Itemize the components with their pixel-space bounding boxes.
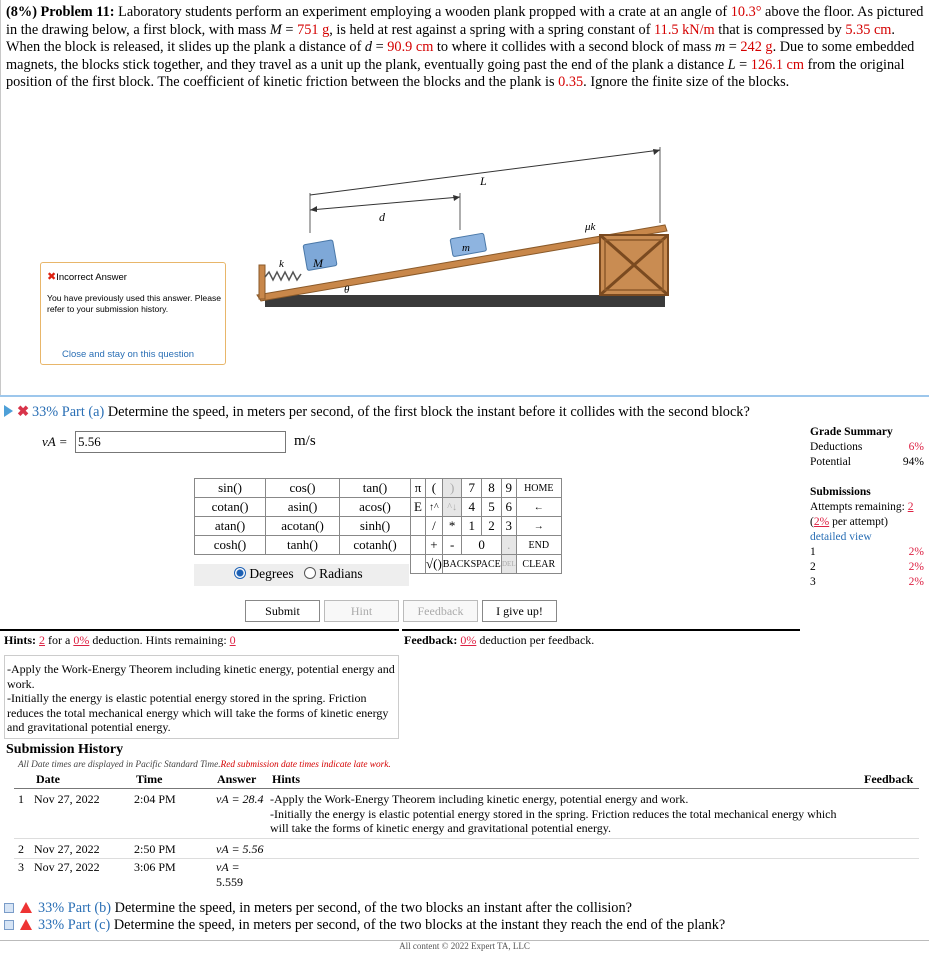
plank-diagram bbox=[255, 135, 675, 310]
incorrect-answer-popup bbox=[40, 262, 226, 365]
key-acos[interactable]: acos() bbox=[340, 498, 411, 517]
submission-history-title: Submission History bbox=[6, 742, 124, 757]
key-rparen[interactable]: ) bbox=[442, 479, 462, 498]
key-atan[interactable]: atan() bbox=[195, 517, 266, 536]
hints-box bbox=[4, 655, 399, 739]
label-d: d bbox=[379, 210, 385, 224]
key-asin[interactable]: asin() bbox=[266, 498, 340, 517]
radians-radio[interactable] bbox=[304, 567, 316, 579]
label-L: L bbox=[480, 174, 487, 188]
footer: All content © 2022 Expert TA, LLC bbox=[0, 940, 929, 953]
key-sin[interactable]: sin() bbox=[195, 479, 266, 498]
key-3[interactable]: 3 bbox=[501, 517, 516, 536]
label-theta: θ bbox=[344, 284, 350, 296]
degrees-radio[interactable] bbox=[234, 567, 246, 579]
col-hints: Hints bbox=[272, 772, 301, 786]
hints-summary: Hints: 2 for a 0% deduction. Hints remaining: 0 bbox=[4, 633, 236, 647]
col-date: Date bbox=[36, 772, 60, 786]
key-backspace[interactable]: BACKSPACE bbox=[442, 555, 501, 574]
key-1[interactable]: 1 bbox=[462, 517, 482, 536]
key-right-arrow[interactable]: → bbox=[516, 517, 561, 536]
incorrect-x-icon: ✖ bbox=[17, 404, 29, 420]
key-7[interactable]: 7 bbox=[462, 479, 482, 498]
crate bbox=[600, 235, 668, 295]
submission-row: 2 2% bbox=[810, 561, 924, 573]
floor bbox=[265, 295, 665, 307]
key-pi[interactable]: π bbox=[411, 479, 426, 498]
close-popup-link[interactable]: Close and stay on this question bbox=[62, 349, 195, 360]
hint-2: -Initially the energy is elastic potential energy stored in the spring. Friction reduces the total mechanical energy which will take the forms of kinetic energy and gravitational potential energy. bbox=[7, 691, 389, 734]
feedback-divider bbox=[402, 629, 800, 631]
key-E[interactable]: E bbox=[411, 498, 426, 517]
key-cos[interactable]: cos() bbox=[266, 479, 340, 498]
number-keypad bbox=[410, 478, 562, 574]
feedback-summary: Feedback: 0% deduction per feedback. bbox=[404, 633, 595, 647]
key-sinh[interactable]: sinh() bbox=[340, 517, 411, 536]
key-2[interactable]: 2 bbox=[482, 517, 502, 536]
spring bbox=[265, 272, 301, 280]
submission-row: 3 2% bbox=[810, 576, 924, 588]
L-dimension-line bbox=[310, 150, 660, 195]
key-acotan[interactable]: acotan() bbox=[266, 517, 340, 536]
key-minus[interactable]: - bbox=[442, 536, 462, 555]
part-a-header: ✖ 33% Part (a) Determine the speed, in meters per second, of the first block the instant before it collides with the second block? bbox=[4, 404, 750, 421]
answer-input[interactable]: 5.56 bbox=[75, 431, 286, 453]
key-plus[interactable]: + bbox=[426, 536, 443, 555]
key-del[interactable]: DEL bbox=[501, 555, 516, 574]
key-9[interactable]: 9 bbox=[501, 479, 516, 498]
angle-value: 10.3° bbox=[730, 4, 762, 20]
key-dot[interactable]: . bbox=[501, 536, 516, 555]
detailed-view-link[interactable]: detailed view bbox=[810, 531, 872, 543]
L-arrow-right bbox=[653, 149, 660, 155]
col-answer: Answer bbox=[217, 772, 257, 786]
key-5[interactable]: 5 bbox=[482, 498, 502, 517]
answer-unit: m/s bbox=[294, 433, 316, 449]
col-feedback: Feedback bbox=[864, 772, 914, 786]
hints-divider bbox=[0, 629, 399, 631]
popup-message: You have previously used this answer. Please refer to your submission history. bbox=[47, 293, 222, 314]
key-0[interactable]: 0 bbox=[462, 536, 501, 555]
plank-stop bbox=[259, 265, 265, 299]
collapse-box-icon[interactable] bbox=[4, 920, 14, 930]
popup-title: Incorrect Answer bbox=[56, 272, 127, 283]
answer-variable-label: vA = bbox=[42, 434, 68, 449]
label-k: k bbox=[279, 258, 284, 270]
grade-summary: Grade Summary Deductions 6% Potential 94% Submissions Attempts remaining: 2 (2% per attempt) detailed view 1 2% 2 2% 3 2% bbox=[810, 426, 924, 588]
key-power-up[interactable]: ↑^ bbox=[426, 498, 443, 517]
key-6[interactable]: 6 bbox=[501, 498, 516, 517]
key-lparen[interactable]: ( bbox=[426, 479, 443, 498]
section-divider bbox=[0, 395, 929, 397]
attempts-remaining: 2 bbox=[907, 501, 914, 513]
submission-row: 1 2% bbox=[810, 546, 924, 558]
key-cotan[interactable]: cotan() bbox=[195, 498, 266, 517]
left-border bbox=[0, 0, 1, 395]
part-a-question: Determine the speed, in meters per second, of the first block the instant before it collides with the second block? bbox=[107, 404, 750, 420]
problem-statement: (8%) Problem 11: Laboratory students perform an experiment employing a wooden plank propped with a crate at an angle of 10.3° above the floor. As pictured in the drawing below, a first block, with mass M = 751 g, is held at rest against a spring with a spring constant of 11.5 kN/m that is compressed by 5.35 cm. When the block is released, it slides up the plank a distance of d = 90.9 cm to where it collides with a second block of mass m = 242 g. Due to some embedded magnets, the blocks stick together, and they travel as a unit up the plank, eventually going past the end of the plank a distance L = 126.1 cm from the original position of the first block. The coefficient of kinetic friction between the blocks and the plank is 0.35. Ignore the finite size of the blocks. bbox=[6, 4, 924, 90]
key-cosh[interactable]: cosh() bbox=[195, 536, 266, 555]
collapse-box-icon[interactable] bbox=[4, 903, 14, 913]
key-power-down[interactable]: ^↓ bbox=[442, 498, 462, 517]
key-multiply[interactable]: * bbox=[442, 517, 462, 536]
give-up-button[interactable]: I give up! bbox=[482, 600, 557, 622]
key-end[interactable]: END bbox=[516, 536, 561, 555]
col-time: Time bbox=[136, 772, 163, 786]
submissions-title: Submissions bbox=[810, 486, 871, 498]
d-dimension-line bbox=[310, 197, 460, 210]
history-header-line bbox=[14, 788, 919, 789]
history-note: All Date times are displayed in Pacific Standard Time.Red submission date times indicate late work. bbox=[18, 760, 391, 770]
key-tan[interactable]: tan() bbox=[340, 479, 411, 498]
warning-icon bbox=[20, 902, 32, 913]
d-arrow-right bbox=[453, 195, 460, 201]
key-home[interactable]: HOME bbox=[516, 479, 561, 498]
key-8[interactable]: 8 bbox=[482, 479, 502, 498]
key-4[interactable]: 4 bbox=[462, 498, 482, 517]
key-left-arrow[interactable]: ← bbox=[516, 498, 561, 517]
expand-triangle-icon[interactable] bbox=[4, 405, 13, 417]
key-sqrt[interactable]: √() bbox=[426, 555, 443, 574]
key-tanh[interactable]: tanh() bbox=[266, 536, 340, 555]
key-cotanh[interactable]: cotanh() bbox=[340, 536, 411, 555]
key-clear[interactable]: CLEAR bbox=[516, 555, 561, 574]
function-keypad bbox=[194, 478, 411, 555]
warning-icon bbox=[20, 919, 32, 930]
error-x-icon: ✖ bbox=[47, 271, 57, 283]
key-divide[interactable]: / bbox=[426, 517, 443, 536]
part-b-header[interactable]: 33% Part (b) Determine the speed, in meters per second, of the two blocks an instant after the collision? bbox=[4, 900, 632, 917]
deductions-value: 6% bbox=[908, 441, 924, 453]
feedback-button[interactable]: Feedback bbox=[403, 600, 478, 622]
potential-value: 94% bbox=[902, 456, 924, 468]
label-mu: μk bbox=[585, 221, 596, 233]
label-m: m bbox=[462, 242, 470, 254]
problem-page: (8%) Problem 11: Laboratory students perform an experiment employing a wooden plank propped with a crate at an angle of 10.3° above the floor. As pictured in the drawing below, a first block, with mass M = 751 g, is held at rest against a spring with a spring constant of 11.5 kN/m that is compressed by 5.35 cm. When the block is released, it slides up the plank a distance of d = 90.9 cm to where it collides with a second block of mass m = 242 g. Due to some embedded magnets, the blocks stick together, and they travel as a unit up the plank, eventually going past the end of the plank a distance L = 126.1 cm from the original position of the first block. The coefficient of kinetic friction between the blocks and the plank is 0.35. Ignore the finite size of the blocks. L d μk k M m θ ✖Incorrect Answer You have previously used this answer. Please refer to your submission history. Close and stay on this question ✖ 33% Part (a) Determine the speed, in meters per second, of the first block the instant before it collides with the second block? vA = 5.56 m/s sin() cos() tan() cotan() asin() acos() atan() acotan() sinh() cosh() tanh() cotanh() Degrees Radians π ( ) 7 8 9 HOME E ↑^ ^↓ 4 5 6 ← / * 1 2 3 → + - 0 . END √() BACKSPACE DEL CLEAR Submit Hint Feedback I give up! Hints: 2 for a 0% deduction. Hints remaining: 0 Feedback: 0% deduction per feedback. -Apply the Work-Energy Theorem including kinetic energy, potential energy and work. -Initially the energy is elastic potential energy stored in the spring. Friction reduces the total mechanical energy which will take the forms of kinetic energy and gravitational potential energy. Grade Summary Deductions 6% Potential 94% Submissions Attempts remaining: 2 (2% per attempt) detailed view 1 2% 2 2% 3 2% Submission History All Date times are displayed in Pacific Standard Time.Red submission date times indicate late work. Date Time Answer Hints Feedback 1 Nov 27, 2022 2:04 PM vA = 28.4 -Apply the Work-Energy Theorem including kinetic energy, potential energy and work. -Initially the energy is elastic potential energy stored in the spring. Friction reduces the total mechanical energy which will take the forms of kinetic energy and gravitational potential energy. 2 Nov 27, 2022 2:50 PM vA = 5.56 3 Nov 27, 2022 3:06 PM vA = 5.559 33% Part (b) Determine the speed, in meters per second, of the two blocks an instant after the collision? 33% Part (c) Determine the speed, in meters per second, of the two blocks at the instant they reach the end of the plank? All content © 2022 Expert TA, LLC bbox=[0, 0, 929, 953]
label-M: M bbox=[313, 256, 323, 270]
angle-mode-selector: Degrees Radians bbox=[194, 564, 409, 586]
grade-summary-title: Grade Summary bbox=[810, 426, 893, 438]
hint-1: -Apply the Work-Energy Theorem including kinetic energy, potential energy and work. bbox=[7, 662, 395, 691]
part-c-header[interactable]: 33% Part (c) Determine the speed, in meters per second, of the two blocks at the instant they reach the end of the plank? bbox=[4, 917, 725, 934]
hint-button[interactable]: Hint bbox=[324, 600, 399, 622]
submit-button[interactable]: Submit bbox=[245, 600, 320, 622]
d-arrow-left bbox=[310, 206, 317, 212]
